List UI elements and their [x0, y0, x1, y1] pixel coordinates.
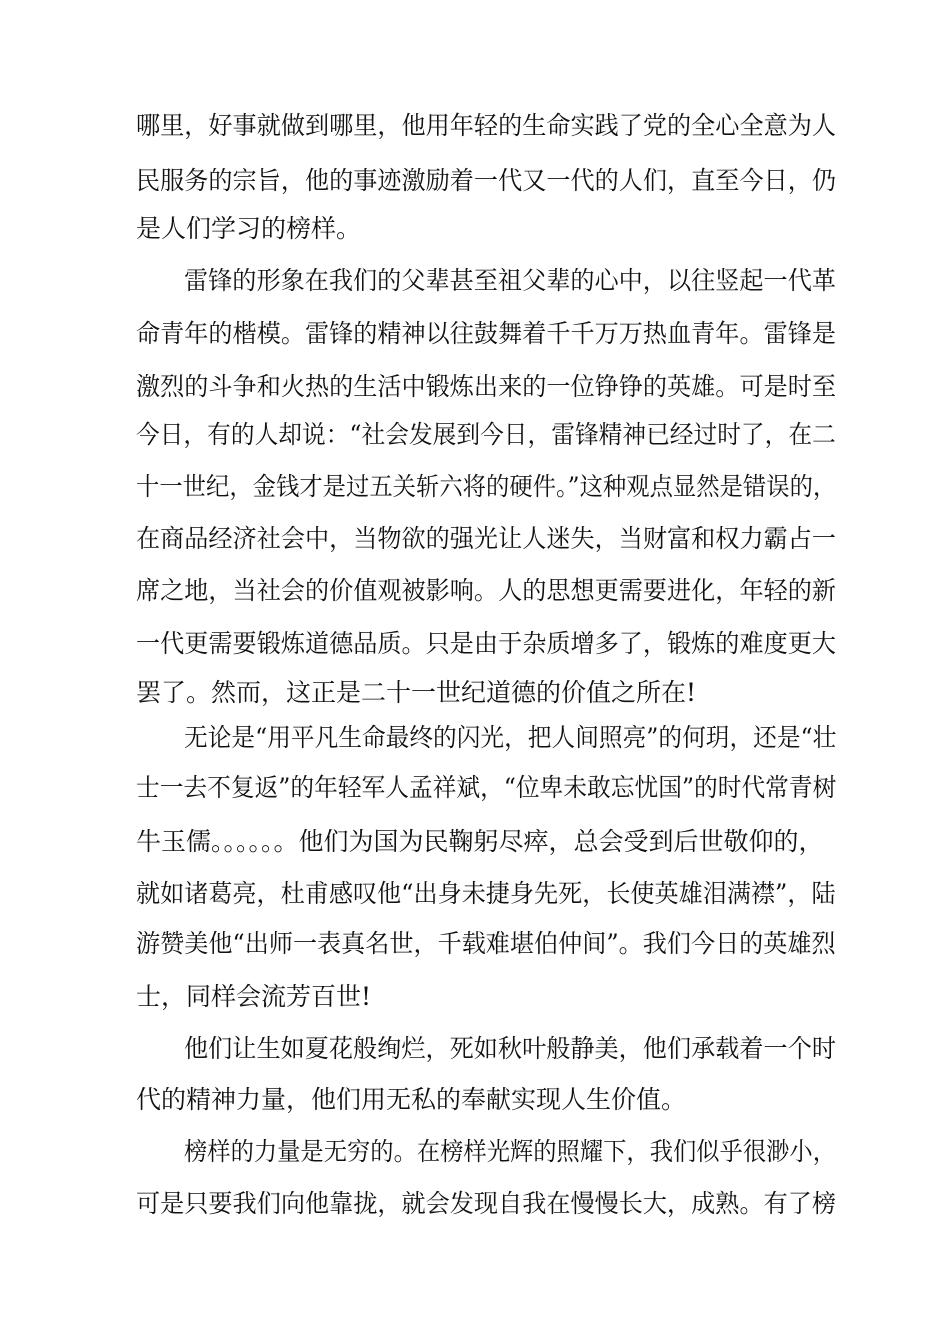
text-line: 民服务的宗旨，他的事迹激励着一代又一代的人们，直至今日，仍 [136, 166, 837, 195]
text-line: 哪里，好事就做到哪里，他用年轻的生命实践了党的全心全意为人 [136, 111, 837, 140]
text-line: 十一世纪，金钱才是过五关斩六将的硬件。”这种观点显然是错误的， [136, 472, 837, 501]
text-line: 可是只要我们向他靠拢，就会发现自我在慢慢长大，成熟。有了榜 [136, 1189, 837, 1218]
text-line: 是人们学习的榜样。 [136, 214, 362, 243]
text-line: 激烈的斗争和火热的生活中锻炼出来的一位铮铮的英雄。可是时至 [136, 372, 837, 401]
text-line: 代的精神力量，他们用无私的奉献实现人生价值。 [136, 1085, 687, 1114]
text-line: 游赞美他“出师一表真名世，千载难堪伯仲间”。我们今日的英雄烈 [136, 929, 836, 958]
text-line: 他们让生如夏花般绚烂，死如秋叶般静美，他们承载着一个时 [184, 1034, 836, 1063]
text-line: 就如诸葛亮，杜甫感叹他“出身未捷身先死，长使英雄泪满襟”，陆 [136, 879, 836, 908]
text-line: 罢了。然而，这正是二十一世纪道德的价值之所在! [136, 678, 697, 707]
text-line: 雷锋的形象在我们的父辈甚至祖父辈的心中，以往竖起一代革 [184, 266, 836, 295]
text-line: 无论是“用平凡生命最终的闪光，把人间照亮”的何玥，还是“壮 [184, 723, 837, 752]
text-line: 士，同样会流芳百世! [136, 982, 372, 1011]
text-line: 在商品经济社会中，当物欲的强光让人迷失，当财富和权力霸占一 [136, 524, 837, 553]
text-line: 一代更需要锻炼道德品质。只是由于杂质增多了，锻炼的难度更大 [136, 629, 837, 658]
text-line: 今日，有的人却说：“社会发展到今日，雷锋精神已经过时了，在二 [136, 420, 836, 449]
text-line: 榜样的力量是无穷的。在榜样光辉的照耀下，我们似乎很渺小， [184, 1137, 836, 1166]
text-line: 士一去不复返”的年轻军人孟祥斌，“位卑未敢忘忧国”的时代常青树 [136, 773, 837, 802]
text-line: 席之地，当社会的价值观被影响。人的思想更需要进化，年轻的新 [136, 576, 837, 605]
text-line: 牛玉儒。。。。。。他们为国为民鞠躬尽瘁，总会受到后世敬仰的， [136, 827, 824, 856]
text-line: 命青年的楷模。雷锋的精神以往鼓舞着千千万万热血青年。雷锋是 [136, 319, 837, 348]
